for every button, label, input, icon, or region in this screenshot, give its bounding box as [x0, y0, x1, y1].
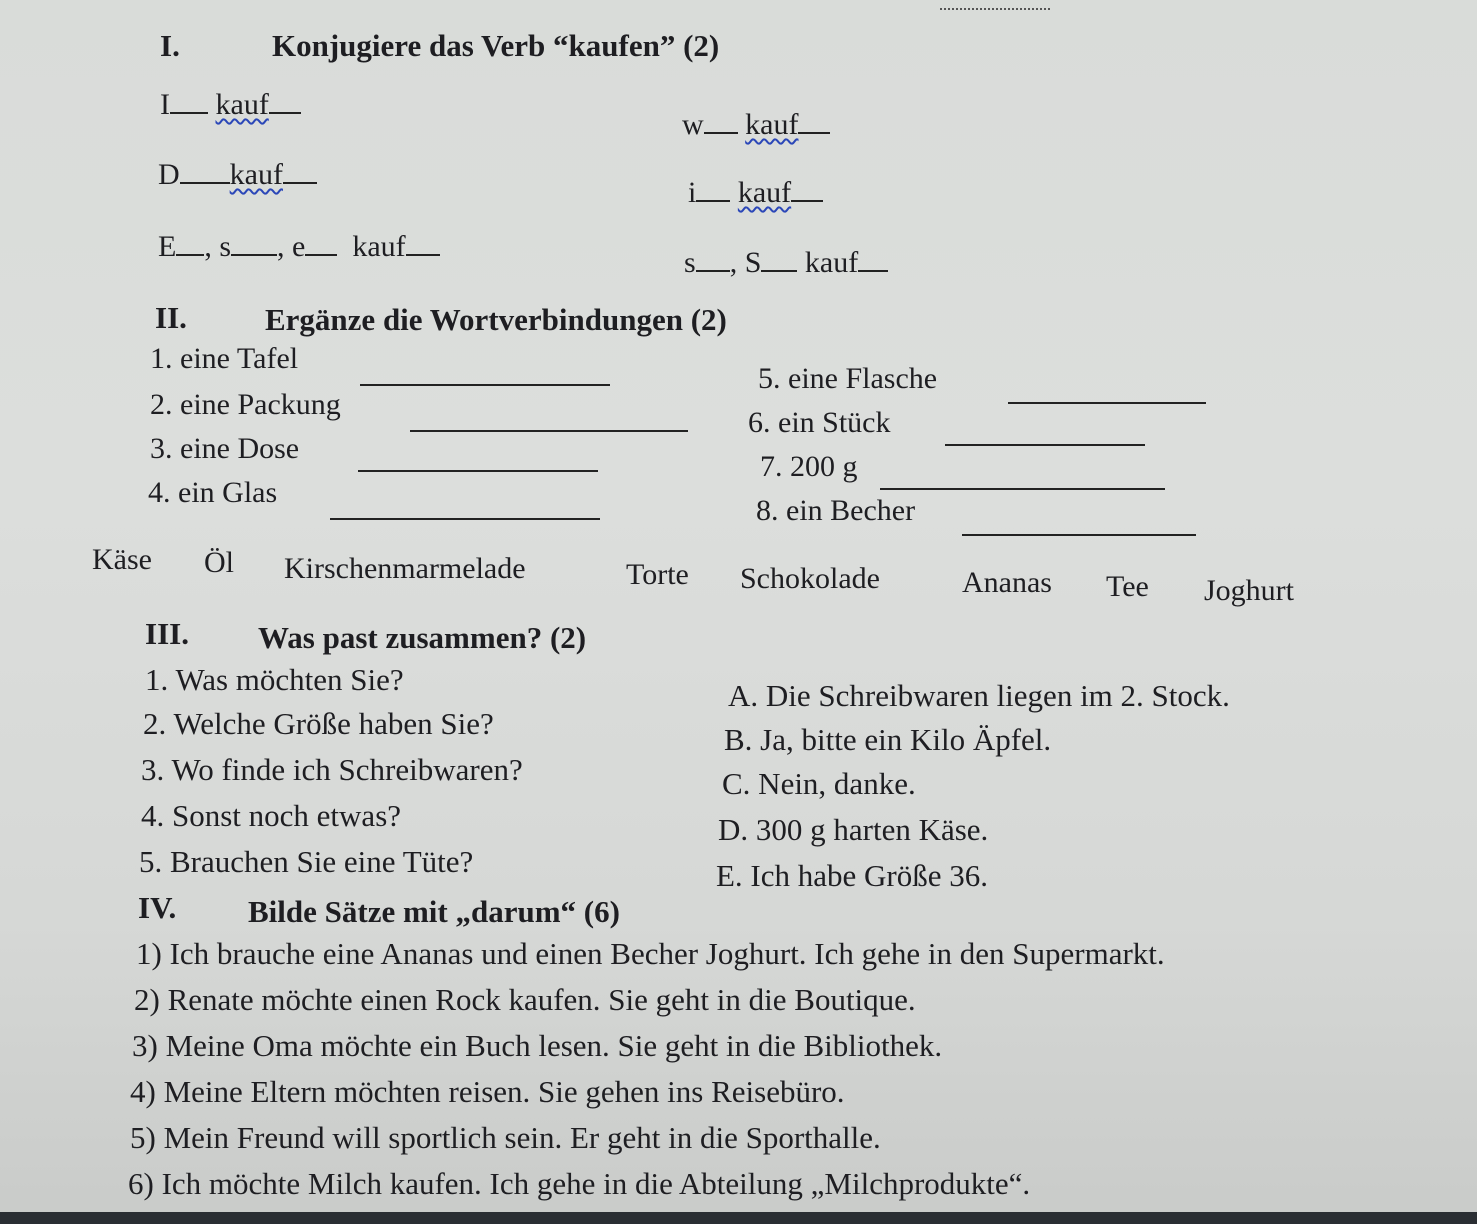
conj-prefix: , S [729, 246, 762, 279]
section-1-title: Konjugiere das Verb “kaufen” (2) [272, 28, 720, 63]
darum-sentence-6: 6) Ich möchte Milch kaufen. Ich gehe in die Abteilung „Milchprodukte“. [128, 1166, 1031, 1201]
word-bank-item: Kirschenmarmelade [284, 552, 526, 585]
conj-blank[interactable] [798, 132, 830, 134]
conj-blank[interactable] [283, 182, 317, 184]
combo-item-3: 3. eine Dose [150, 432, 300, 465]
conj-blank[interactable] [791, 200, 823, 202]
darum-sentence-4: 4) Meine Eltern möchten reisen. Sie gehen ins Reisebüro. [130, 1074, 845, 1109]
conj-prefix: s [684, 246, 696, 279]
match-answer-D: D. 300 g harten Käse. [718, 812, 989, 847]
match-question-4: 4. Sonst noch etwas? [141, 798, 402, 833]
section-3-title: Was past zusammen? (2) [258, 620, 587, 655]
conj-blank[interactable] [406, 254, 440, 256]
combo-item-7: 7. 200 g [760, 450, 858, 483]
match-question-3: 3. Wo finde ich Schreibwaren? [141, 752, 523, 787]
word-bank-item: Käse [92, 543, 152, 576]
combo-item-2: 2. eine Packung [150, 388, 341, 421]
combo-answer-line-8[interactable] [962, 534, 1196, 536]
combo-answer-line-6[interactable] [945, 444, 1145, 446]
combo-answer-line-1[interactable] [360, 384, 610, 386]
conj-blank[interactable] [170, 112, 208, 114]
darum-sentence-5: 5) Mein Freund will sportlich sein. Er geht in die Sporthalle. [130, 1120, 881, 1155]
match-question-2: 2. Welche Größe haben Sie? [143, 706, 494, 741]
screen-bottom-bezel [0, 1212, 1477, 1224]
word-bank-item: Torte [626, 558, 689, 591]
conj-stem: kauf [215, 88, 269, 121]
darum-sentence-3: 3) Meine Oma möchte ein Buch lesen. Sie geht in die Bibliothek. [132, 1028, 943, 1063]
conj-stem: kauf [745, 108, 799, 141]
darum-sentence-1: 1) Ich brauche eine Ananas und einen Becher Joghurt. Ich gehe in den Supermarkt. [136, 936, 1165, 971]
conj-prefix: E [158, 230, 177, 263]
conj-prefix: , s [204, 230, 232, 263]
conj-blank[interactable] [696, 200, 730, 202]
combo-item-5: 5. eine Flasche [758, 362, 938, 395]
conj-prefix: w [682, 108, 704, 141]
conj-blank[interactable] [696, 270, 730, 272]
match-answer-A: A. Die Schreibwaren liegen im 2. Stock. [728, 678, 1230, 713]
combo-answer-line-5[interactable] [1008, 402, 1206, 404]
conj-prefix: , e [277, 230, 306, 263]
match-answer-B: B. Ja, bitte ein Kilo Äpfel. [724, 722, 1052, 757]
conj-row-sie-Sie [684, 246, 888, 280]
match-answer-C: C. Nein, danke. [722, 766, 916, 801]
conj-row-du [158, 158, 317, 192]
word-bank-item: Öl [204, 546, 234, 579]
conj-blank[interactable] [704, 132, 738, 134]
word-bank-item: Joghurt [1204, 574, 1294, 607]
word-bank-item: Tee [1106, 570, 1149, 603]
conj-prefix: D [158, 158, 180, 191]
match-answer-E: E. Ich habe Größe 36. [716, 858, 989, 893]
conj-row-ihr [688, 176, 823, 210]
conj-blank[interactable] [858, 270, 888, 272]
conj-blank[interactable] [305, 254, 337, 256]
conj-prefix: I [160, 88, 170, 121]
conj-prefix: i [688, 176, 697, 209]
conj-blank[interactable] [231, 254, 277, 256]
conj-stem: kauf [737, 176, 792, 209]
section-4-number: IV. [138, 890, 177, 925]
conj-row-wir [682, 108, 830, 142]
combo-answer-line-4[interactable] [330, 518, 600, 520]
match-question-5: 5. Brauchen Sie eine Tüte? [139, 844, 474, 879]
section-2-title: Ergänze die Wortverbindungen (2) [265, 302, 727, 337]
section-2-number: II. [155, 300, 187, 335]
conj-stem: kauf [229, 158, 283, 191]
conj-blank[interactable] [176, 254, 204, 256]
conj-blank[interactable] [761, 270, 797, 272]
word-bank-item: Ananas [962, 566, 1052, 599]
conj-blank[interactable] [180, 182, 230, 184]
conj-row-er-sie-es [158, 230, 440, 264]
conj-blank[interactable] [269, 112, 301, 114]
combo-answer-line-7[interactable] [880, 488, 1165, 490]
match-question-1: 1. Was möchten Sie? [145, 662, 404, 697]
combo-item-8: 8. ein Becher [756, 494, 916, 527]
conj-stem: kauf [352, 230, 406, 263]
section-3-number: III. [145, 616, 189, 651]
conj-stem: kauf [804, 246, 859, 279]
top-scribble [940, 0, 1050, 10]
combo-answer-line-3[interactable] [358, 470, 598, 472]
word-bank-item: Schokolade [740, 562, 880, 595]
section-1-number: I. [160, 28, 180, 63]
darum-sentence-2: 2) Renate möchte einen Rock kaufen. Sie geht in die Boutique. [134, 982, 916, 1017]
combo-item-4: 4. ein Glas [148, 476, 278, 509]
combo-answer-line-2[interactable] [410, 430, 688, 432]
section-4-title: Bilde Sätze mit „darum“ (6) [248, 894, 620, 929]
combo-item-6: 6. ein Stück [748, 406, 891, 439]
combo-item-1: 1. eine Tafel [150, 342, 299, 375]
conj-row-ich [160, 88, 301, 122]
